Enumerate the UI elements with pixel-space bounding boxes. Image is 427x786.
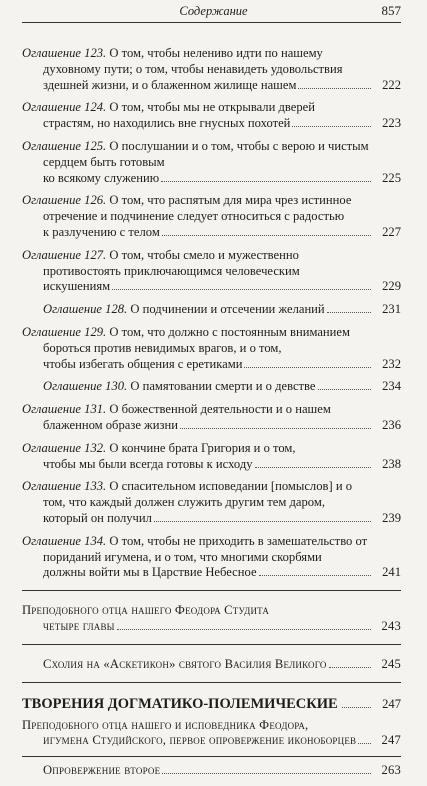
leader-dots: [244, 367, 371, 368]
entry-line: чтобы мы были всегда готовы к исходу: [43, 456, 253, 471]
leader-dots: [318, 389, 372, 390]
entry-number: Оглашение 134.: [22, 533, 107, 548]
entry-line: и о том, что каждый должен служить другим тем даром,: [43, 479, 352, 510]
entry-line: бороться против невидимых врагов, и о том,: [43, 340, 282, 355]
entry-line: О том, чтобы смело и мужественно: [109, 247, 299, 262]
entry-number: Оглашение 130.: [43, 379, 128, 394]
entry-line: ко всякому служению: [43, 170, 160, 185]
toc-entry: [22, 139, 401, 186]
entry-line: О кончине брата Григория и о том,: [109, 440, 296, 455]
toc-entry: [22, 657, 401, 673]
running-header: [0, 0, 427, 22]
section-heading: [22, 695, 401, 713]
entry-line: блаженном образе жизни: [43, 417, 178, 432]
entry-line: отречение и подчинение следует относиться с радостью: [43, 209, 345, 224]
entry-line: О послушании и о том, чтобы: [109, 138, 270, 153]
entry-number: Оглашение 123.: [22, 46, 107, 60]
entry-page: 225: [382, 170, 401, 185]
entry-line: О подчинении и отсечении желаний: [130, 302, 325, 317]
entry-page: 243: [381, 618, 401, 633]
entry-line: с верою и чистым сердцем быть готовым: [43, 138, 369, 169]
entry-page: 239: [382, 510, 401, 525]
toc-entry: [22, 302, 401, 318]
entry-number: Оглашение 124.: [22, 100, 107, 115]
leader-dots: [329, 667, 371, 668]
entry-line: Преподобного отца нашего и исповедника Феодора,: [22, 717, 309, 732]
entry-number: Оглашение 133.: [22, 479, 107, 494]
leader-dots: [298, 88, 371, 89]
header-rule: [22, 22, 401, 23]
leader-dots: [154, 521, 371, 522]
entry-line: чтобы избегать общения с еретиками: [43, 356, 243, 371]
toc-entry: [22, 441, 401, 473]
entry-page: 241: [382, 565, 401, 580]
entry-line: духовному пути; о том, чтобы ненавидеть удовольствия: [43, 61, 343, 76]
entry-number: Оглашение 129.: [22, 324, 107, 339]
section-page: 247: [382, 696, 401, 711]
entry-line: должны войти мы в Царствие Небесное: [43, 565, 257, 580]
leader-dots: [342, 707, 371, 708]
entry-page: 227: [382, 224, 401, 239]
entry-line: к разлучению с телом: [43, 224, 160, 239]
entry-line: искушениям: [43, 279, 111, 294]
page-number: 857: [381, 3, 401, 18]
leader-dots: [162, 773, 371, 774]
divider: [22, 682, 401, 683]
table-of-contents: [22, 46, 401, 786]
leader-dots: [259, 575, 371, 576]
entry-page: 231: [382, 302, 401, 317]
entry-line: игумена Студийского, первое опровержение иконоборцев: [43, 733, 357, 748]
entry-line: Схолия на «Аскетикон» святого Василия Великого: [43, 656, 327, 671]
entry-number: Оглашение 127.: [22, 247, 107, 262]
leader-dots: [292, 126, 371, 127]
entry-page: 223: [382, 116, 401, 131]
entry-page: 236: [382, 417, 401, 432]
entry-number: Оглашение 125.: [22, 138, 107, 153]
entry-page: 229: [382, 279, 401, 294]
entry-line: О спасительном исповедании [помыслов]: [109, 479, 333, 494]
toc-entry: [22, 248, 401, 295]
toc-entry: [22, 100, 401, 132]
entry-line: Опровержение второе: [43, 763, 161, 778]
entry-line: четыре главы: [43, 618, 115, 633]
entry-line: О том, чтобы нелениво идти по нашему: [109, 46, 323, 60]
entry-page: 247: [381, 733, 401, 748]
entry-page: 234: [382, 379, 401, 394]
toc-entry: [22, 402, 401, 434]
leader-dots: [358, 743, 371, 744]
entry-number: Оглашение 131.: [22, 402, 107, 417]
toc-entry: [22, 193, 401, 240]
toc-entry: [22, 379, 401, 395]
toc-entry: [22, 46, 401, 93]
entry-line: который он получил: [43, 510, 152, 525]
entry-number: Оглашение 132.: [22, 440, 107, 455]
toc-entry: [22, 763, 401, 779]
divider: [22, 644, 401, 645]
entry-page: 222: [382, 77, 401, 92]
divider: [22, 756, 401, 757]
entry-line: О том, чтобы не приходить в замешательство: [109, 533, 353, 548]
toc-entry: [22, 534, 401, 581]
entry-line: О памятовании смерти и о девстве: [130, 379, 316, 394]
entry-page: 245: [381, 656, 401, 671]
entry-line: О божественной деятельности и о нашем: [109, 402, 331, 417]
section-title: ТВОРЕНИЯ ДОГМАТИКО-ПОЛЕМИЧЕСКИЕ: [22, 695, 338, 712]
leader-dots: [117, 629, 371, 630]
leader-dots: [112, 289, 371, 290]
entry-line: О том, что распятым для мира чрез истинное: [109, 193, 352, 208]
entry-line: страстям, но находились вне гнусных похотей: [43, 116, 291, 131]
leader-dots: [327, 312, 371, 313]
entry-number: Оглашение 128.: [43, 302, 128, 317]
entry-page: 263: [381, 763, 401, 778]
entry-page: 238: [382, 456, 401, 471]
entry-number: Оглашение 126.: [22, 193, 107, 208]
toc-entry: [22, 325, 401, 372]
divider: [22, 590, 401, 591]
entry-line: от пориданий игумена, и о том, что многими скорбями: [43, 533, 368, 564]
leader-dots: [255, 467, 371, 468]
running-title: Содержание: [179, 4, 248, 18]
entry-line: Преподобного отца нашего Феодора Студита: [22, 603, 270, 618]
entry-line: противостоять приключающимся человеческим: [43, 263, 300, 278]
leader-dots: [161, 181, 371, 182]
toc-entry: [22, 479, 401, 526]
leader-dots: [162, 235, 371, 236]
entry-page: 232: [382, 356, 401, 371]
entry-line: О том, что должно с постоянным вниманием: [109, 324, 350, 339]
entry-line: здешней жизни, и о блаженном жилище нашем: [43, 77, 297, 92]
toc-entry: [22, 603, 401, 635]
entry-line: О том, чтобы мы не открывали дверей: [109, 100, 315, 115]
toc-entry: [22, 718, 401, 750]
leader-dots: [180, 428, 371, 429]
